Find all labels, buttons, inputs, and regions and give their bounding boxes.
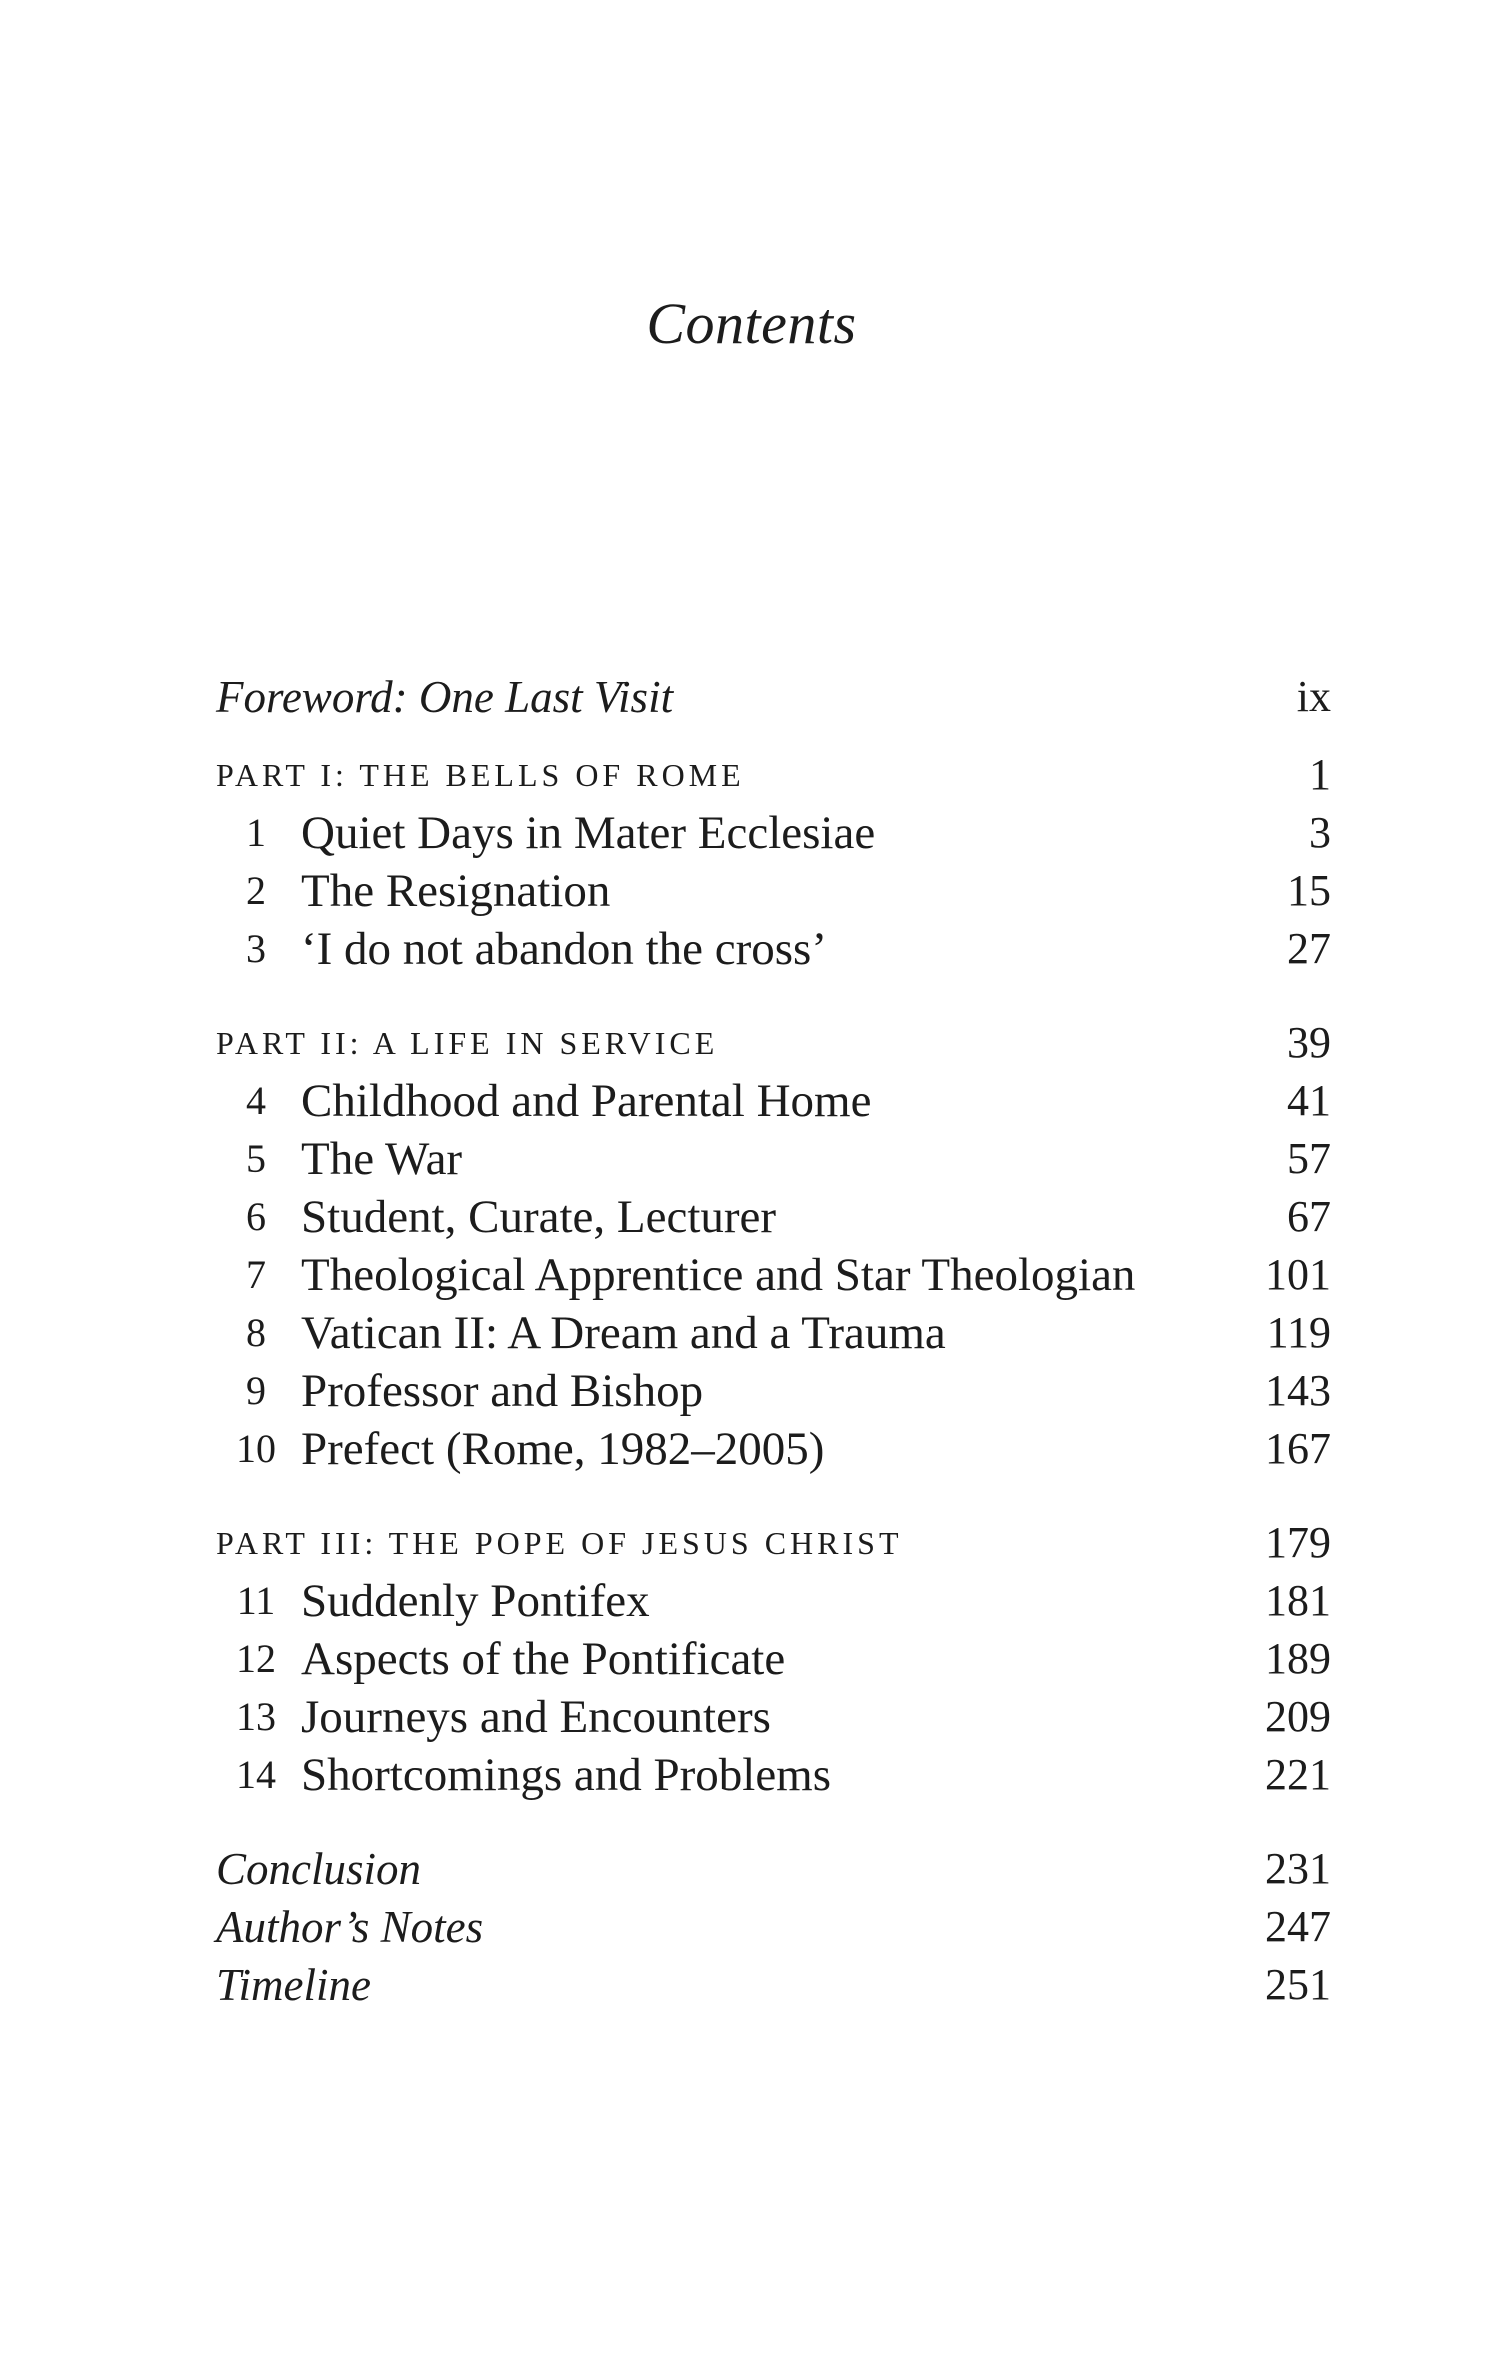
chapter-page: 167 [1265, 1424, 1331, 1473]
chapter-number: 6 [246, 1194, 266, 1239]
chapter-title: Student, Curate, Lecturer [301, 1191, 777, 1243]
chapter-entry [216, 862, 1331, 920]
chapter-entry [216, 920, 1331, 978]
chapter-entry [216, 1304, 1331, 1362]
chapter-title: The War [301, 1133, 463, 1185]
chapter-number: 10 [236, 1426, 276, 1471]
toc-entry-conclusion [216, 1840, 1331, 1898]
chapter-page: 3 [1309, 808, 1331, 857]
chapter-number: 12 [236, 1636, 276, 1681]
part-heading [216, 1514, 1331, 1572]
chapter-title: Professor and Bishop [301, 1365, 704, 1417]
chapter-entry [216, 1746, 1331, 1804]
toc-entry-timeline [216, 1956, 1331, 2014]
part-label: PART III: THE POPE OF JESUS CHRIST [216, 1525, 903, 1561]
toc-entry-foreword [216, 668, 1331, 726]
chapter-page: 143 [1265, 1366, 1331, 1415]
chapter-number: 8 [246, 1310, 266, 1355]
chapter-title: Quiet Days in Mater Ecclesiae [301, 807, 876, 859]
chapter-page: 15 [1287, 866, 1331, 915]
chapter-page: 57 [1287, 1134, 1331, 1183]
chapter-entry [216, 1362, 1331, 1420]
chapter-title: Childhood and Parental Home [301, 1075, 872, 1127]
chapter-page: 67 [1287, 1192, 1331, 1241]
chapter-entry [216, 804, 1331, 862]
part-heading [216, 746, 1331, 804]
chapter-entry [216, 1630, 1331, 1688]
chapter-entry [216, 1188, 1331, 1246]
chapter-title: The Resignation [301, 865, 611, 917]
chapter-page: 119 [1266, 1308, 1331, 1357]
page-title: Contents [646, 291, 857, 356]
chapter-page: 221 [1265, 1750, 1331, 1799]
chapter-title: Vatican II: A Dream and a Trauma [301, 1307, 946, 1359]
chapter-page: 189 [1265, 1634, 1331, 1683]
chapter-page: 181 [1265, 1576, 1331, 1625]
entry-page: 247 [1265, 1902, 1331, 1951]
toc-entry-authors-notes [216, 1898, 1331, 1956]
chapter-entry [216, 1246, 1331, 1304]
chapter-title: Suddenly Pontifex [301, 1575, 650, 1627]
entry-label: Foreword: One Last Visit [216, 672, 674, 722]
chapter-entry [216, 1688, 1331, 1746]
chapter-title: Shortcomings and Problems [301, 1749, 832, 1801]
chapter-number: 14 [236, 1752, 276, 1797]
chapter-number: 7 [246, 1252, 266, 1297]
chapter-number: 11 [236, 1578, 276, 1623]
entry-page: 231 [1265, 1844, 1331, 1893]
chapter-title: Journeys and Encounters [301, 1691, 771, 1743]
chapter-title: Theological Apprentice and Star Theologian [301, 1249, 1136, 1301]
chapter-title: Aspects of the Pontificate [301, 1633, 786, 1685]
chapter-number: 9 [246, 1368, 266, 1413]
chapter-entry [216, 1130, 1331, 1188]
chapter-number: 2 [246, 868, 266, 913]
chapter-page: 27 [1287, 924, 1331, 973]
table-of-contents [216, 668, 1331, 2014]
entry-label: Conclusion [216, 1844, 422, 1894]
entry-page: ix [1296, 672, 1331, 721]
chapter-number: 4 [246, 1078, 266, 1123]
chapter-page: 209 [1265, 1692, 1331, 1741]
chapter-entry [216, 1420, 1331, 1478]
chapter-title: Prefect (Rome, 1982–2005) [301, 1423, 825, 1475]
chapter-number: 3 [246, 926, 266, 971]
part-page: 179 [1265, 1518, 1331, 1567]
part-heading [216, 1014, 1331, 1072]
chapter-number: 1 [246, 810, 266, 855]
chapter-number: 5 [246, 1136, 266, 1181]
part-label: PART I: THE BELLS OF ROME [216, 757, 745, 793]
chapter-title: ‘I do not abandon the cross’ [301, 923, 827, 975]
chapter-entry [216, 1572, 1331, 1630]
chapter-number: 13 [236, 1694, 276, 1739]
chapter-page: 101 [1265, 1250, 1331, 1299]
part-label: PART II: A LIFE IN SERVICE [216, 1025, 719, 1061]
chapter-page: 41 [1287, 1076, 1331, 1125]
entry-page: 251 [1265, 1960, 1331, 2009]
part-page: 39 [1287, 1018, 1331, 1067]
entry-label: Author’s Notes [216, 1902, 484, 1952]
entry-label: Timeline [216, 1960, 371, 2010]
part-page: 1 [1309, 750, 1331, 799]
chapter-entry [216, 1072, 1331, 1130]
